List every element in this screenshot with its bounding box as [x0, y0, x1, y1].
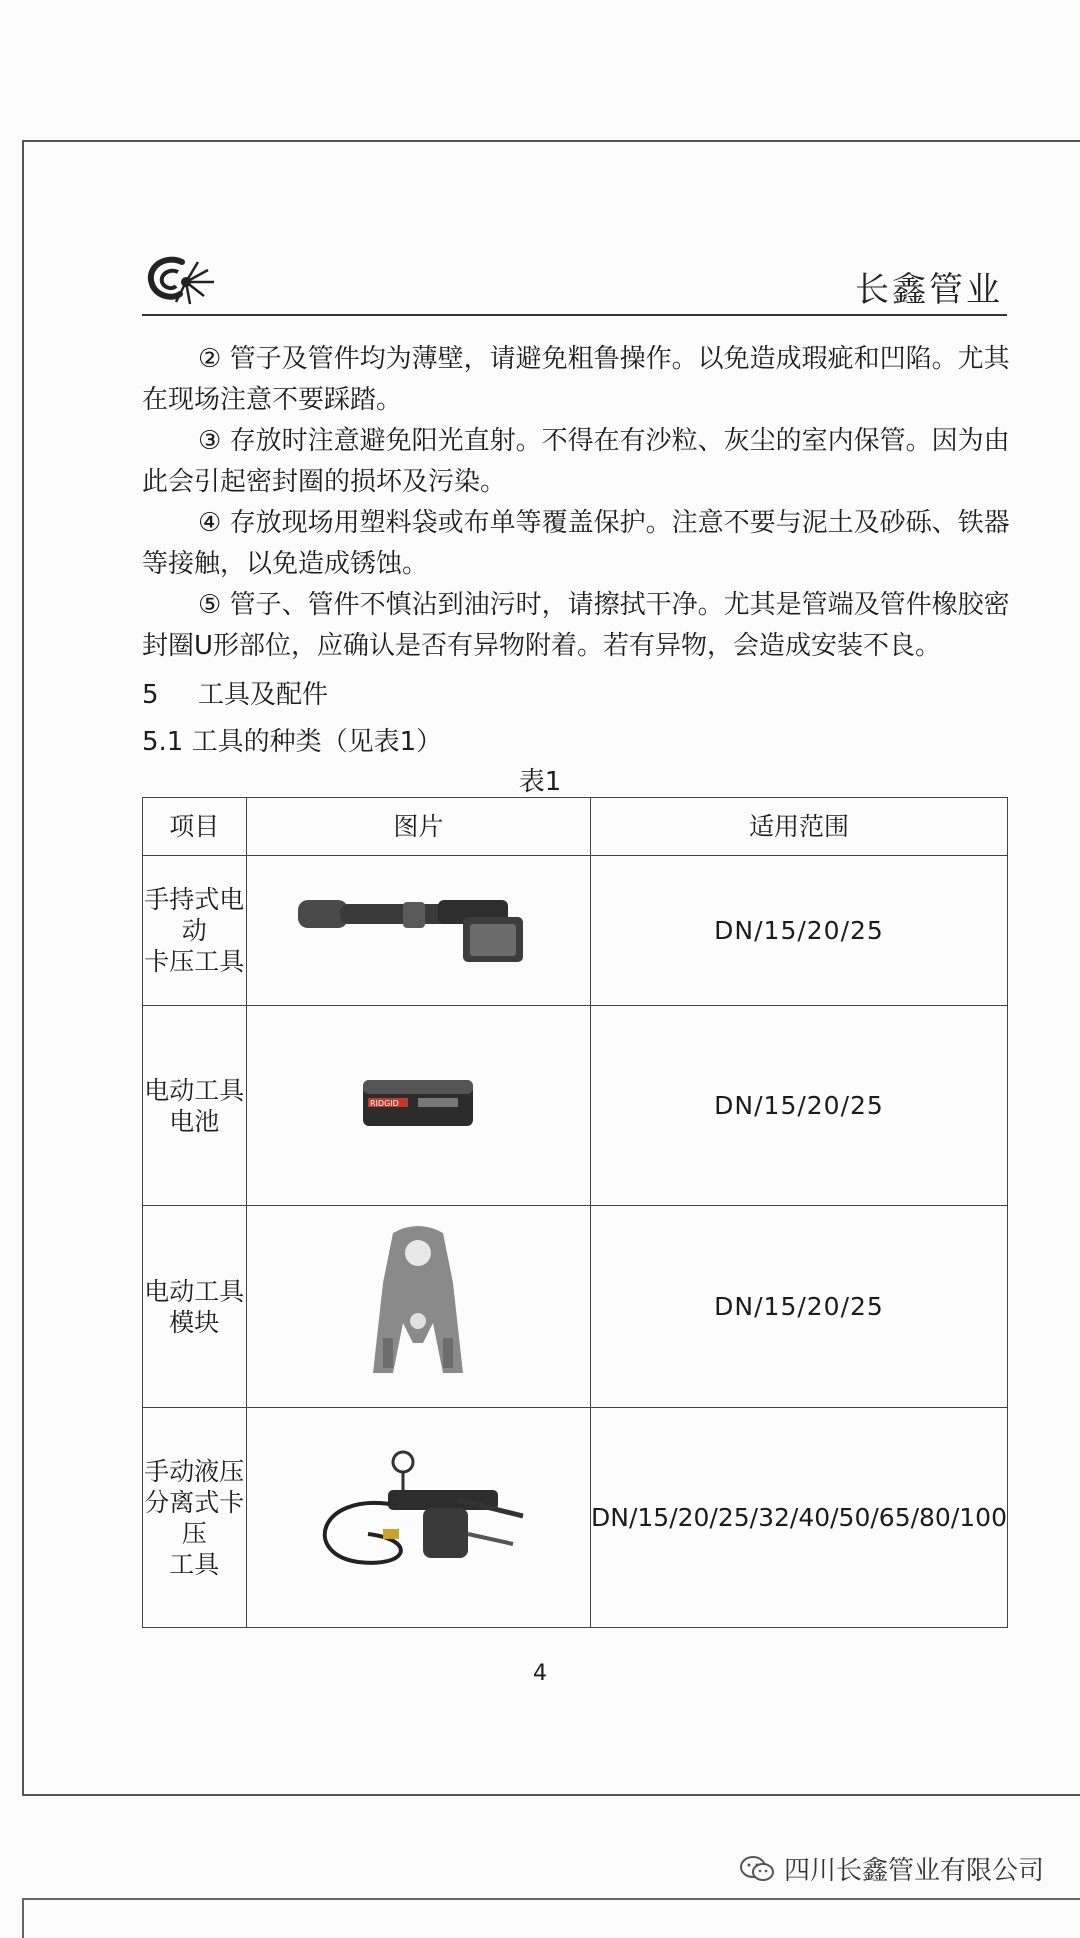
- section-title: 工具及配件: [198, 680, 329, 710]
- row-range: DN/15/20/25: [591, 1006, 1008, 1206]
- row-range: DN/15/20/25: [591, 856, 1008, 1006]
- row-range: DN/15/20/25: [591, 1206, 1008, 1408]
- page-header: [142, 250, 1007, 315]
- brand-name: 长鑫管业: [855, 270, 1003, 310]
- section-number: 5: [142, 680, 159, 710]
- table-row: [143, 1206, 1008, 1408]
- watermark-text: 四川长鑫管业有限公司: [783, 1856, 1044, 1886]
- row-item: 电动工具 模块: [143, 1206, 247, 1408]
- row-item: 手持式电动 卡压工具: [143, 856, 247, 1006]
- section-heading: [142, 677, 328, 713]
- row-image: [246, 1006, 590, 1206]
- row-image: [246, 856, 590, 1006]
- jaw-module-image: [363, 1223, 473, 1383]
- table-title: 表1: [518, 767, 562, 797]
- header-range: 适用范围: [591, 798, 1008, 856]
- subsection-heading: 5.1 工具的种类（见表1）: [142, 727, 443, 757]
- table-header-row: [143, 798, 1008, 856]
- header-rule: [142, 314, 1007, 316]
- paragraph-2: ② 管子及管件均为薄壁，请避免粗鲁操作。以免造成瑕疵和凹陷。尤其在现场注意不要踩踏。: [142, 344, 1010, 415]
- row-item: 手动液压 分离式卡压 工具: [143, 1408, 247, 1628]
- hydraulic-tool-image: [298, 1444, 538, 1584]
- electric-press-tool-image: [288, 882, 548, 972]
- row-image: [246, 1206, 590, 1408]
- table-row: [143, 856, 1008, 1006]
- table-row: [143, 1408, 1008, 1628]
- row-image: [246, 1408, 590, 1628]
- wechat-icon: [738, 1854, 776, 1884]
- header-item: 项目: [143, 798, 247, 856]
- row-range: DN/15/20/25/32/40/50/65/80/100: [591, 1408, 1008, 1628]
- paragraph-3: ③ 存放时注意避免阳光直射。不得在有沙粒、灰尘的室内保管。因为由此会引起密封圈的损坏及污染。: [142, 426, 1010, 497]
- watermark: [738, 1850, 1044, 1887]
- page-number: 4: [533, 1661, 547, 1686]
- paragraph-4: ④ 存放现场用塑料袋或布单等覆盖保护。注意不要与泥土及砂砾、铁器等接触，以免造成锈蚀。: [142, 508, 1010, 579]
- paragraph-block: [142, 339, 1012, 667]
- tools-table: [142, 797, 1008, 1628]
- row-item: 电动工具 电池: [143, 1006, 247, 1206]
- battery-image: [358, 1072, 478, 1132]
- header-image: 图片: [246, 798, 590, 856]
- table-row: [143, 1006, 1008, 1206]
- battery-brand: RIDGID: [370, 1099, 400, 1108]
- company-logo-icon: [142, 250, 222, 310]
- paragraph-5: ⑤ 管子、管件不慎沾到油污时，请擦拭干净。尤其是管端及管件橡胶密封圈U形部位，应确认是否有异物附着。若有异物，会造成安装不良。: [142, 590, 1010, 661]
- next-page-edge: [22, 1898, 1080, 1938]
